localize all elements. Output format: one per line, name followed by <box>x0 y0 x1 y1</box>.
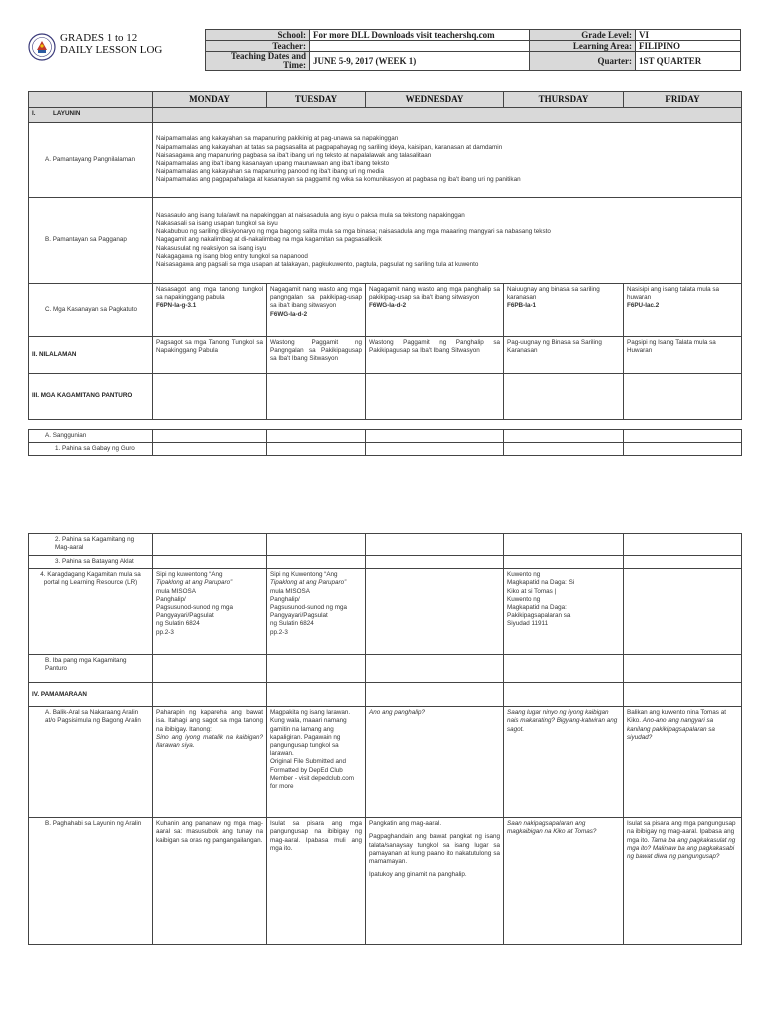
dates-value: JUNE 5-9, 2017 (WEEK 1) <box>310 52 530 71</box>
balik-aral-friday <box>624 707 742 818</box>
lr-line: Pangyayari/Pagsulat <box>156 612 214 620</box>
batayang-aklat-label: 3. Pahina sa Batayang Aklat <box>29 556 153 569</box>
pamantayang-pangnilalaman-label: A. Pamantayang Pangnilalaman <box>29 123 153 198</box>
competency-text: Nagagamit nang wasto ang mga panghalip sa pakikipag-usap sa iba't ibang sitwasyon <box>369 286 500 302</box>
gabay-thursday <box>504 443 624 456</box>
kasanayan-monday <box>153 284 267 337</box>
lr-line: ng Sulatin 6824 <box>270 620 314 628</box>
lr-tuesday <box>267 569 366 655</box>
lr-line: Panghalip/ <box>270 595 300 603</box>
grade-label: Grade Level: <box>530 30 636 41</box>
lr-line: Pagsusunod-sunod ng mga <box>156 604 234 612</box>
gabay-guro-label: 1. Pahina sa Gabay ng Guro <box>29 443 153 456</box>
day-header-tuesday: TUESDAY <box>267 92 366 108</box>
batayang-friday <box>624 556 742 569</box>
content-standard-line: Naipamamalas ang pagpapahalaga at kasanayan sa paggamit ng wika sa komunikasyon at pagbasa ng iba't ibang uri ng panitikan <box>156 176 521 184</box>
lr-thursday <box>504 569 624 655</box>
performance-standard-line: Nakabubuo ng sariling diksiyonaryo ng mga bagong salita mula sa mga binasa; naisasadula ang mga maaaring mangyari sa nabasang teksto <box>156 228 551 236</box>
pamantayan-pagganap-content <box>153 198 742 284</box>
balik-aral-label: A. Balik-Aral sa Nakaraang Aralin at/o Pagsisimula ng Bagong Aralin <box>29 707 153 818</box>
title-line-1: GRADES 1 to 12 <box>60 32 138 44</box>
sanggunian-tuesday <box>267 430 366 443</box>
pamamaraan-thursday <box>504 683 624 707</box>
content-standard-line: Naipamamalas ang kakayahan sa mapanuring pakikinig at pag-unawa sa napakinggan <box>156 135 399 143</box>
iba-monday <box>153 655 267 683</box>
balik-aral-thursday: Saang lugar ninyo ng iyong kaibigan nais makarating? Bigyang-katwiran ang sagot. <box>504 707 624 818</box>
kasanayan-tuesday <box>267 284 366 337</box>
quarter-value: 1ST QUARTER <box>636 52 741 71</box>
corner-cell <box>29 92 153 108</box>
iba-friday <box>624 655 742 683</box>
kagamitan-wednesday <box>366 374 504 420</box>
batayang-tuesday <box>267 556 366 569</box>
activity-text: Balikan ang kuwento nina Tomas at Kiko. <box>627 709 726 725</box>
lr-line: Pangyayari/Pagsulat <box>270 612 328 620</box>
pahina-monday <box>153 534 267 556</box>
pahina-kagamitan-label: 2. Pahina sa Kagamitang ng Mag-aaral <box>29 534 153 556</box>
sanggunian-monday <box>153 430 267 443</box>
lr-line: Kiko at si Tomas | <box>507 587 557 595</box>
kasanayan-friday <box>624 284 742 337</box>
competency-code: F6PU-Iac.2 <box>627 302 660 310</box>
area-value: FILIPINO <box>636 41 741 52</box>
layunin-span <box>153 108 742 123</box>
content-standard-line: Naipamamalas ang iba't ibang kasanayan upang maunawaan ang iba't ibang teksto <box>156 160 390 167</box>
performance-standard-line: Naisasagawa ang pagsali sa mga usapan at talakayan, pagkukuwento, pagtula, pagsulat ng sariling tula at kuwento <box>156 261 479 268</box>
kagamitang-panturo-label: III. MGA KAGAMITANG PANTURO <box>29 374 153 420</box>
pahina-tuesday <box>267 534 366 556</box>
activity-question: Ano-ano ang nangyari sa kanilang pakikipagsapalaran sa siyudad? <box>627 717 715 741</box>
teacher-value <box>310 41 530 52</box>
area-label: Learning Area: <box>530 41 636 52</box>
iba-pang-kagamitan-label: B. Iba pang mga Kagamitang Panturo <box>29 655 153 683</box>
pahina-friday <box>624 534 742 556</box>
lr-line: Kuwento ng <box>507 595 541 603</box>
sanggunian-label: A. Sanggunian <box>29 430 153 443</box>
karagdagang-kagamitan-label: 4. Karagdagang Kagamitan mula sa portal ng Learning Resource (LR) <box>29 569 153 655</box>
nilalaman-monday: Pagsagot sa mga Tanong Tungkol sa Napakinggang Pabula <box>153 337 267 374</box>
pamamaraan-tuesday <box>267 683 366 707</box>
lr-line: pp.2-3 <box>156 628 174 636</box>
content-standard-line: Naipamamalas ang kakayahan sa mapanuring panood ng iba't ibang uri ng media <box>156 168 385 176</box>
batayang-wednesday <box>366 556 504 569</box>
pahina-wednesday <box>366 534 504 556</box>
activity-question: Tama ba ang pagkakasulat ng mga ito? Malinaw ba ang pagkakasabi ng bawat diwa ng pangungusap? <box>627 836 736 861</box>
batayang-monday <box>153 556 267 569</box>
competency-code: F6WG-Ia-d-2 <box>270 310 308 318</box>
lr-line: Tipaklong at ang Paruparo” <box>156 579 233 587</box>
competency-code: F6WG-Ia-d-2 <box>369 302 407 310</box>
lr-line: Siyudad 11911 <box>507 620 549 628</box>
lr-friday <box>624 569 742 655</box>
competency-code: F6PN-Ia-g-3.1 <box>156 302 197 310</box>
kasanayan-thursday <box>504 284 624 337</box>
paghahabi-label: B. Paghahabi sa Layunin ng Aralin <box>29 818 153 945</box>
performance-standard-line: Nakasusulat ng reaksiyon sa isang isyu <box>156 244 267 252</box>
iba-wednesday <box>366 655 504 683</box>
paghahabi-friday <box>624 818 742 945</box>
batayang-thursday <box>504 556 624 569</box>
nilalaman-wednesday: Wastong Paggamit ng Panghalip sa Pakikipagusap sa Iba't Ibang Sitwasyon <box>366 337 504 374</box>
sanggunian-thursday <box>504 430 624 443</box>
performance-standard-line: Nakasasali sa isang usapan tungkol sa isyu <box>156 219 278 227</box>
lr-wednesday <box>366 569 504 655</box>
pamantayang-pangnilalaman-content <box>153 123 742 198</box>
competency-code: F6PB-Ia-1 <box>507 302 537 310</box>
lr-monday <box>153 569 267 655</box>
dates-label: Teaching Dates and Time: <box>206 52 310 71</box>
lr-line: Pagsusunod-sunod ng mga <box>270 604 348 612</box>
lesson-grid-top <box>28 91 742 420</box>
nilalaman-tuesday: Wastong Paggamit ng Pangngalan sa Pakikipagusap sa Iba't Ibang Sitwasyon <box>267 337 366 374</box>
pamamaraan-friday <box>624 683 742 707</box>
sanggunian-table <box>28 429 742 456</box>
lr-line: Magkapatid na Daga: Si <box>507 579 575 587</box>
nilalaman-friday: Pagsipi ng Isang Talata mula sa Huwaran <box>624 337 742 374</box>
gabay-monday <box>153 443 267 456</box>
lr-line: Sipi ng Kuwentong “Ang <box>270 571 338 579</box>
balik-aral-monday <box>153 707 267 818</box>
header-info-table <box>205 29 741 71</box>
deped-club-note: Original File Submitted and Formatted by DepEd Club Member - visit depedclub.com for more <box>270 758 354 791</box>
activity-step: Pangkatin ang mag-aaral. <box>369 820 442 828</box>
kasanayan-wednesday <box>366 284 504 337</box>
performance-standard-line: Nasasaulo ang isang tula/awit na napakinggan at naisasadula ang isyu o paksa mula sa tekstong napakinggan <box>156 211 465 219</box>
lr-line: pp.2-3 <box>270 628 288 636</box>
iba-tuesday <box>267 655 366 683</box>
teacher-label: Teacher: <box>206 41 310 52</box>
school-label: School: <box>206 30 310 41</box>
day-header-friday: FRIDAY <box>624 92 742 108</box>
lr-line: Panghalip/ <box>156 595 186 603</box>
activity-text: Magpakita ng isang larawan. Kung wala, maaari namang gamitin na lamang ang kapaligiran. Pagawain ng pangungusap tungkol sa larawan. <box>270 709 351 758</box>
paghahabi-monday: Kuhanin ang pananaw ng mga mag-aaral sa: masusubok ang tunay na kaibigan sa oras ng pangangailangan. <box>153 818 267 945</box>
competency-text: Nagagamit nang wasto ang mga pangngalan sa pakikipag-usap sa iba't ibang sitwasyon <box>270 286 362 310</box>
lr-line: ng Sulatin 6824 <box>156 620 200 628</box>
deped-seal-logo <box>28 33 56 61</box>
balik-aral-tuesday <box>267 707 366 818</box>
lr-line: Pakikipagsapalaran sa <box>507 612 571 620</box>
activity-text: Paharapin ng kapareha ang bawat isa. Itahagi ang sagot sa mga tanong na ibibigay. Itanong: <box>156 709 263 733</box>
pahina-thursday <box>504 534 624 556</box>
grade-value: VI <box>636 30 741 41</box>
kagamitan-monday <box>153 374 267 420</box>
lr-line: Tipaklong at ang Paruparo” <box>270 579 347 587</box>
gabay-tuesday <box>267 443 366 456</box>
day-header-wednesday: WEDNESDAY <box>366 92 504 108</box>
activity-text: Isulat sa pisara ang mga pangungusap na ibibigay ng mag-aaral. Ipabasa ang mga ito. <box>627 820 736 844</box>
gabay-wednesday <box>366 443 504 456</box>
pamamaraan-wednesday <box>366 683 504 707</box>
lr-line: mula MISOSA <box>156 587 196 595</box>
kagamitan-friday <box>624 374 742 420</box>
iba-thursday <box>504 655 624 683</box>
document-title <box>60 32 162 56</box>
pamantayan-pagganap-label: B. Pamantayan sa Pagganap <box>29 198 153 284</box>
sanggunian-friday <box>624 430 742 443</box>
activity-question: Sino ang iyong matalik na kaibigan? Ilarawan siya. <box>156 733 263 750</box>
quarter-label: Quarter: <box>530 52 636 71</box>
balik-aral-wednesday: Ano ang panghalip? <box>366 707 504 818</box>
lr-line: Magkapatid na Daga: <box>507 604 567 612</box>
day-header-thursday: THURSDAY <box>504 92 624 108</box>
paghahabi-wednesday <box>366 818 504 945</box>
competency-text: Naiuugnay ang binasa sa sariling karanasan <box>507 286 600 302</box>
pamamaraan-heading: IV. PAMAMARAAN <box>29 683 153 707</box>
layunin-heading: I. LAYUNIN <box>29 108 153 123</box>
title-line-2: DAILY LESSON LOG <box>60 44 163 56</box>
activity-step: Ipatukoy ang ginamit na panghalip. <box>369 871 467 879</box>
lr-line: mula MISOSA <box>270 587 310 595</box>
nilalaman-thursday: Pag-uugnay ng Binasa sa Sariling Karanasan <box>504 337 624 374</box>
lesson-grid-bottom <box>28 533 742 945</box>
kagamitan-tuesday <box>267 374 366 420</box>
kagamitan-thursday <box>504 374 624 420</box>
competency-text: Nasasagot ang mga tanong tungkol sa napakinggang pabula <box>156 286 263 302</box>
sanggunian-wednesday <box>366 430 504 443</box>
gabay-friday <box>624 443 742 456</box>
competency-text: Nasisipi ang isang talata mula sa huwaran <box>627 286 720 302</box>
lr-line: Kuwento ng <box>507 571 541 579</box>
paghahabi-tuesday: Isulat sa pisara ang mga pangungusap na ibibigay ng mag-aaral. Ipabasa muli ang mga ito. <box>267 818 366 945</box>
paghahabi-thursday: Saan nakipagsapalaran ang magkaibigan na Kiko at Tomas? <box>504 818 624 945</box>
school-value: For more DLL Downloads visit teachershq.com <box>310 30 530 41</box>
pamamaraan-monday <box>153 683 267 707</box>
day-header-monday: MONDAY <box>153 92 267 108</box>
performance-standard-line: Nakagagawa ng isang blog entry tungkol sa napanood <box>156 252 308 260</box>
performance-standard-line: Nagagamit ang nakalimbag at di-nakalimbag na mga kagamitan sa pagsasaliksik <box>156 236 382 244</box>
kasanayan-label: C. Mga Kasanayan sa Pagkatuto <box>29 284 153 337</box>
lr-line: Sipi ng kuwentong “Ang <box>156 571 223 579</box>
content-standard-line: Naipamamalas ang kakayahan at tatas sa pagsasalita at pagpapahayag ng sariling ideya, kaisipan, karanasan at damdamin <box>156 143 503 151</box>
content-standard-line: Naisasagawa ang mapanuring pagbasa sa iba't ibang uri ng teksto at napalalawak ang talasalitaan <box>156 151 432 159</box>
nilalaman-label: II. NILALAMAN <box>29 337 153 374</box>
activity-step: Pagpaghandain ang bawat pangkat ng isang talata/sanaysay tungkol sa isang lugar sa pamayanan at kung paano ito nakatutulong sa mamamayan. <box>369 833 500 866</box>
